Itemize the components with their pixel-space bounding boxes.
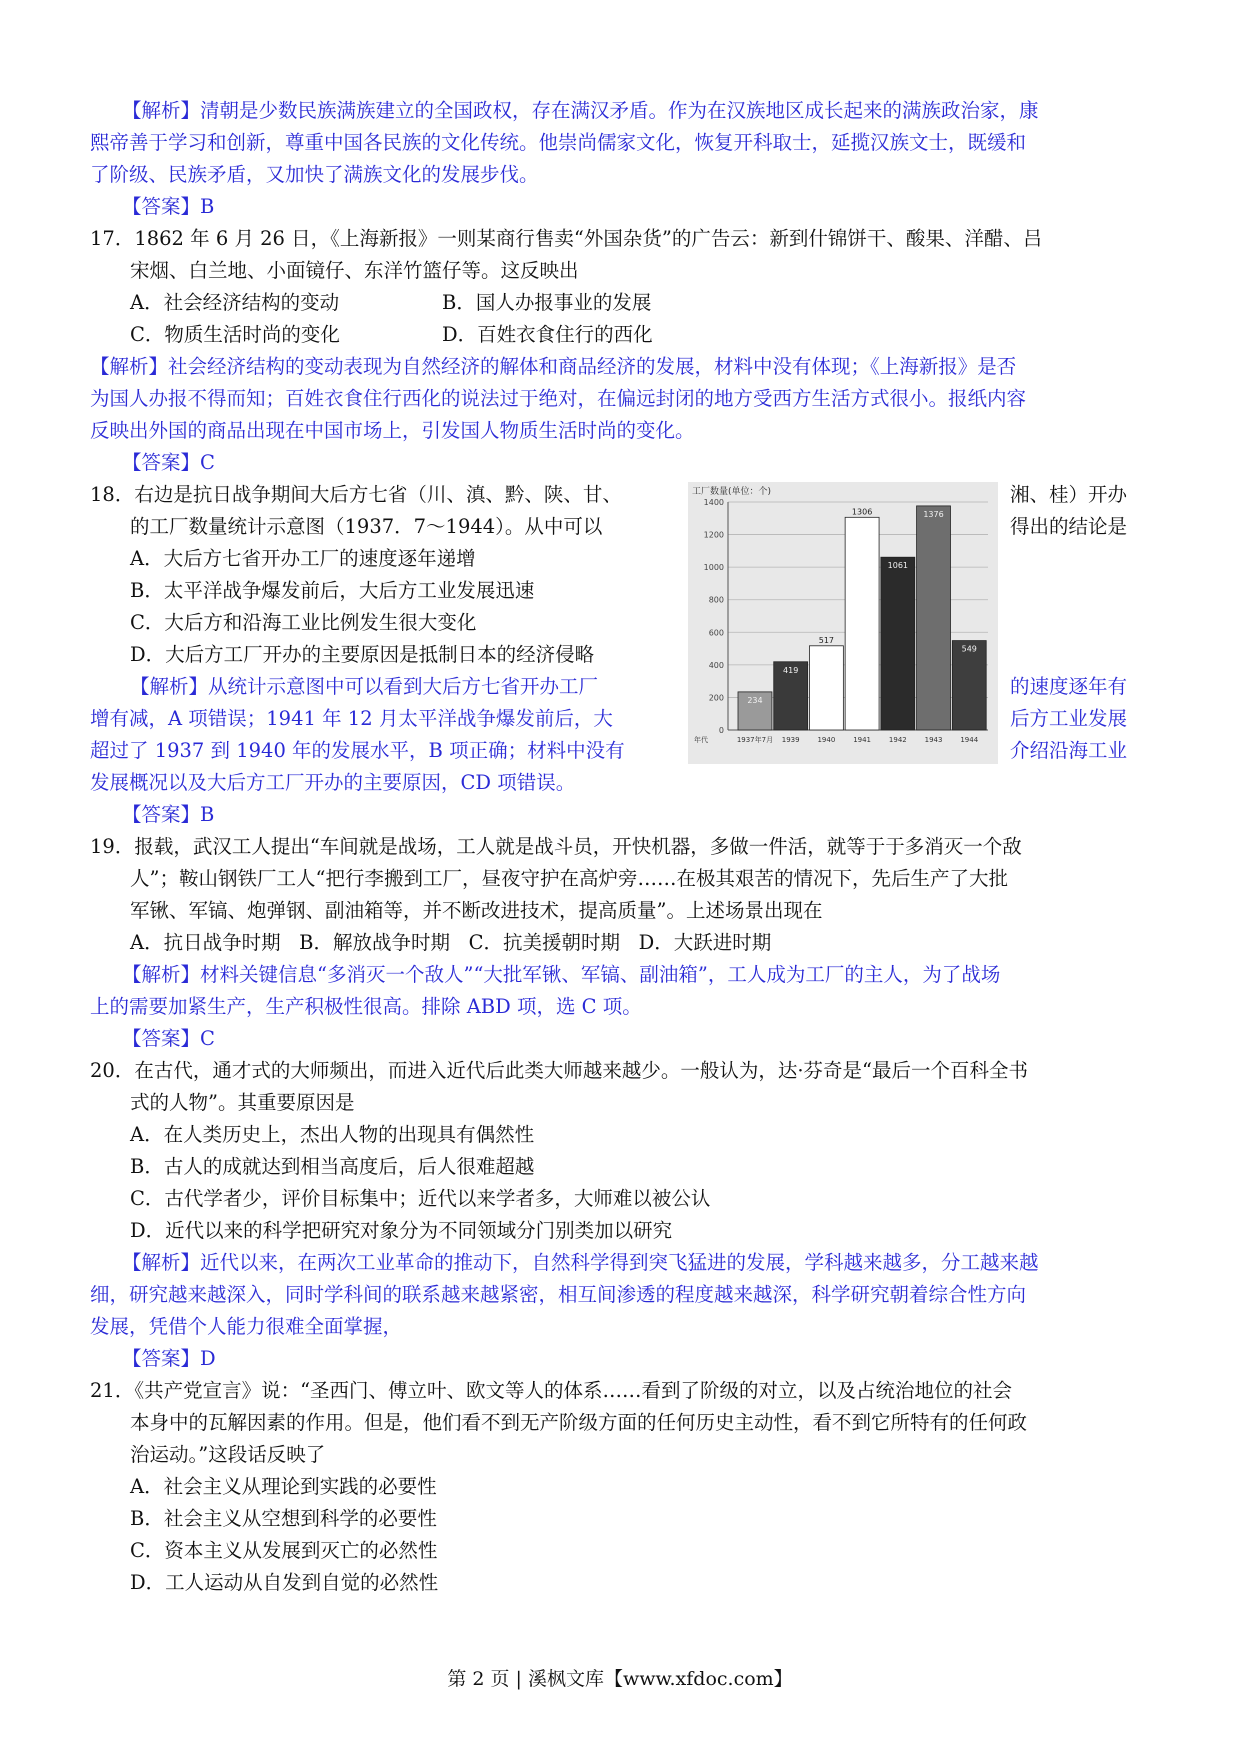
q17-analysis-line-1: 【解析】社会经济结构的变动表现为自然经济的解体和商品经济的发展，材料中没有体现；《上海新报》是否 xyxy=(90,355,1017,378)
chart-xtick-label: 1943 xyxy=(924,736,943,744)
q18-analysis-left-2: 增有减，A 项错误；1941 年 12 月太平洋战争爆发前后，大 xyxy=(90,707,613,730)
q17-option-b: B．国人办报事业的发展 xyxy=(442,291,652,314)
q21-option-b: B．社会主义从空想到科学的必要性 xyxy=(130,1507,437,1530)
q18-stem-left-2: 的工厂数量统计示意图（1937．7～1944）。从中可以 xyxy=(130,515,603,538)
chart-data-label: 1061 xyxy=(887,561,909,571)
chart-ytick-label: 600 xyxy=(708,628,724,638)
chart-ytick-label: 1400 xyxy=(703,498,724,507)
chart-xtick-label: 1940 xyxy=(817,736,836,744)
q17-analysis-line-3: 反映出外国的商品出现在中国市场上，引发国人物质生活时尚的变化。 xyxy=(90,419,695,442)
chart-data-label: 1376 xyxy=(923,509,944,519)
chart-data-label: 549 xyxy=(961,644,977,654)
chart-bar xyxy=(845,517,879,730)
chart-xtick-label: 1942 xyxy=(888,736,907,744)
chart-ylabel: 工厂数量(单位：个) xyxy=(692,487,772,497)
chart-xtick-label: 1937年7月 xyxy=(736,736,774,744)
q18-option-a: A．大后方七省开办工厂的速度逐年递增 xyxy=(130,547,476,570)
q19-analysis-line-2: 上的需要加紧生产，生产积极性很高。排除 ABD 项，选 C 项。 xyxy=(90,995,642,1018)
q19-stem-line-2: 人”；鞍山钢铁厂工人“把行李搬到工厂，昼夜守护在高炉旁……在极其艰苦的情况下，先后生产了大批 xyxy=(130,867,1008,890)
q19-stem-line-1: 19．报载，武汉工人提出“车间就是战场，工人就是战斗员，开快机器，多做一件活，就等于于多消灭一个敌 xyxy=(90,835,1022,858)
q20-analysis-line-1: 【解析】近代以来，在两次工业革命的推动下，自然科学得到突飞猛进的发展，学科越来越多，分工越来越 xyxy=(122,1251,1039,1274)
q19-options: A．抗日战争时期 B．解放战争时期 C．抗美援朝时期 D．大跃进时期 xyxy=(130,931,772,954)
q21-option-a: A．社会主义从理论到实践的必要性 xyxy=(130,1475,437,1498)
q20-option-c: C．古代学者少，评价目标集中；近代以来学者多，大师难以被公认 xyxy=(130,1187,711,1210)
chart-data-label: 419 xyxy=(783,665,799,675)
chart-ytick-label: 0 xyxy=(718,726,724,735)
q21-option-d: D．工人运动从自发到自觉的必然性 xyxy=(130,1571,439,1594)
factory-count-chart-svg xyxy=(688,482,998,764)
q18-analysis-left-3: 超过了 1937 到 1940 年的发展水平，B 项正确；材料中没有 xyxy=(90,739,625,762)
q16-analysis-line-3: 了阶级、民族矛盾，又加快了满族文化的发展步伐。 xyxy=(90,163,539,186)
q21-stem-line-2: 本身中的瓦解因素的作用。但是，他们看不到无产阶级方面的任何历史主动性，看不到它所特有的任何政 xyxy=(130,1411,1028,1434)
q20-option-b: B．古人的成就达到相当高度后，后人很难超越 xyxy=(130,1155,535,1178)
q21-stem-line-1: 21．《共产党宣言》说：“圣西门、傅立叶、欧文等人的体系……看到了阶级的对立，以及占统治地位的社会 xyxy=(90,1379,1013,1402)
factory-count-chart xyxy=(688,482,998,764)
q16-analysis-line-1: 【解析】清朝是少数民族满族建立的全国政权，存在满汉矛盾。作为在汉族地区成长起来的满族政治家，康 xyxy=(122,99,1039,122)
q21-stem-line-3: 治运动。”这段话反映了 xyxy=(130,1443,326,1466)
q18-option-c: C．大后方和沿海工业比例发生很大变化 xyxy=(130,611,477,634)
chart-bar xyxy=(809,646,843,730)
q20-answer: 【答案】D xyxy=(122,1347,216,1370)
chart-xtick-label: 1944 xyxy=(960,736,979,744)
q17-option-a: A．社会经济结构的变动 xyxy=(130,291,340,314)
chart-bar xyxy=(917,506,951,730)
q18-option-b: B．太平洋战争爆发前后，大后方工业发展迅速 xyxy=(130,579,535,602)
q16-analysis-line-2: 熙帝善于学习和创新，尊重中国各民族的文化传统。他崇尚儒家文化，恢复开科取士，延揽汉族文士，既缓和 xyxy=(90,131,1027,154)
chart-data-label: 517 xyxy=(818,635,835,645)
q20-stem-line-1: 20．在古代，通才式的大师频出，而进入近代后此类大师越来越少。一般认为，达·芬奇是“最后一个百科全书 xyxy=(90,1059,1028,1082)
q17-stem-line-2: 宋烟、白兰地、小面镜仔、东洋竹篮仔等。这反映出 xyxy=(130,259,579,282)
q18-stem-right-2: 得出的结论是 xyxy=(1010,515,1128,538)
q21-option-c: C．资本主义从发展到灭亡的必然性 xyxy=(130,1539,438,1562)
chart-ytick-label: 200 xyxy=(708,693,724,703)
chart-bar xyxy=(952,641,986,730)
chart-xtick-label: 1941 xyxy=(853,736,872,744)
q20-option-a: A．在人类历史上，杰出人物的出现具有偶然性 xyxy=(130,1123,535,1146)
chart-ytick-label: 400 xyxy=(708,660,724,670)
chart-xtick-label: 1939 xyxy=(781,736,800,744)
q17-option-c: C．物质生活时尚的变化 xyxy=(130,323,340,346)
chart-data-label: 1306 xyxy=(851,507,873,517)
q18-analysis-right-2: 后方工业发展 xyxy=(1010,707,1128,730)
q18-analysis-left-1: 【解析】从统计示意图中可以看到大后方七省开办工厂 xyxy=(130,675,599,698)
q19-answer: 【答案】C xyxy=(122,1027,215,1050)
chart-xlabel: 年代 xyxy=(694,736,708,744)
q17-option-d: D．百姓衣食住行的西化 xyxy=(442,323,653,346)
chart-ytick-label: 1200 xyxy=(703,530,724,540)
q17-analysis-line-2: 为国人办报不得而知；百姓衣食住行西化的说法过于绝对，在偏远封闭的地方受西方生活方式很小。报纸内容 xyxy=(90,387,1027,410)
q18-analysis-right-3: 介绍沿海工业 xyxy=(1010,739,1128,762)
q18-analysis-right-1: 的速度逐年有 xyxy=(1010,675,1128,698)
q16-answer: 【答案】B xyxy=(122,195,215,218)
q19-stem-line-3: 军锹、军镐、炮弹钢、副油箱等，并不断改进技术，提高质量”。上述场景出现在 xyxy=(130,899,823,922)
q19-analysis-line-1: 【解析】材料关键信息“多消灭一个敌人”“大批军锹、军镐、副油箱”，工人成为工厂的主人，为了战场 xyxy=(122,963,1001,986)
q20-analysis-line-3: 发展，凭借个人能力很难全面掌握， xyxy=(90,1315,403,1338)
page-footer: 第 2 页 | 溪枫文库【www.xfdoc.com】 xyxy=(447,1668,793,1690)
q18-option-d: D．大后方工厂开办的主要原因是抵制日本的经济侵略 xyxy=(130,643,595,666)
q17-stem-line-1: 17．1862 年 6 月 26 日，《上海新报》一则某商行售卖“外国杂货”的广告云：新到什锦饼干、酸果、洋醋、吕 xyxy=(90,227,1043,250)
chart-ytick-label: 800 xyxy=(708,595,724,605)
q20-analysis-line-2: 细，研究越来越深入，同时学科间的联系越来越紧密，相互间渗透的程度越来越深，科学研究朝着综合性方向 xyxy=(90,1283,1027,1306)
q18-stem-left-1: 18．右边是抗日战争期间大后方七省（川、滇、黔、陕、甘、 xyxy=(90,483,622,506)
q17-answer: 【答案】C xyxy=(122,451,215,474)
q18-analysis-end: 发展概况以及大后方工厂开办的主要原因，CD 项错误。 xyxy=(90,771,576,794)
q20-stem-line-2: 式的人物”。其重要原因是 xyxy=(130,1091,355,1114)
chart-data-label: 234 xyxy=(747,695,763,705)
q18-stem-right-1: 湘、桂）开办 xyxy=(1010,483,1128,506)
q18-answer: 【答案】B xyxy=(122,803,215,826)
chart-bar xyxy=(881,557,915,730)
chart-ytick-label: 1000 xyxy=(703,563,724,573)
q20-option-d: D．近代以来的科学把研究对象分为不同领域分门别类加以研究 xyxy=(130,1219,673,1242)
